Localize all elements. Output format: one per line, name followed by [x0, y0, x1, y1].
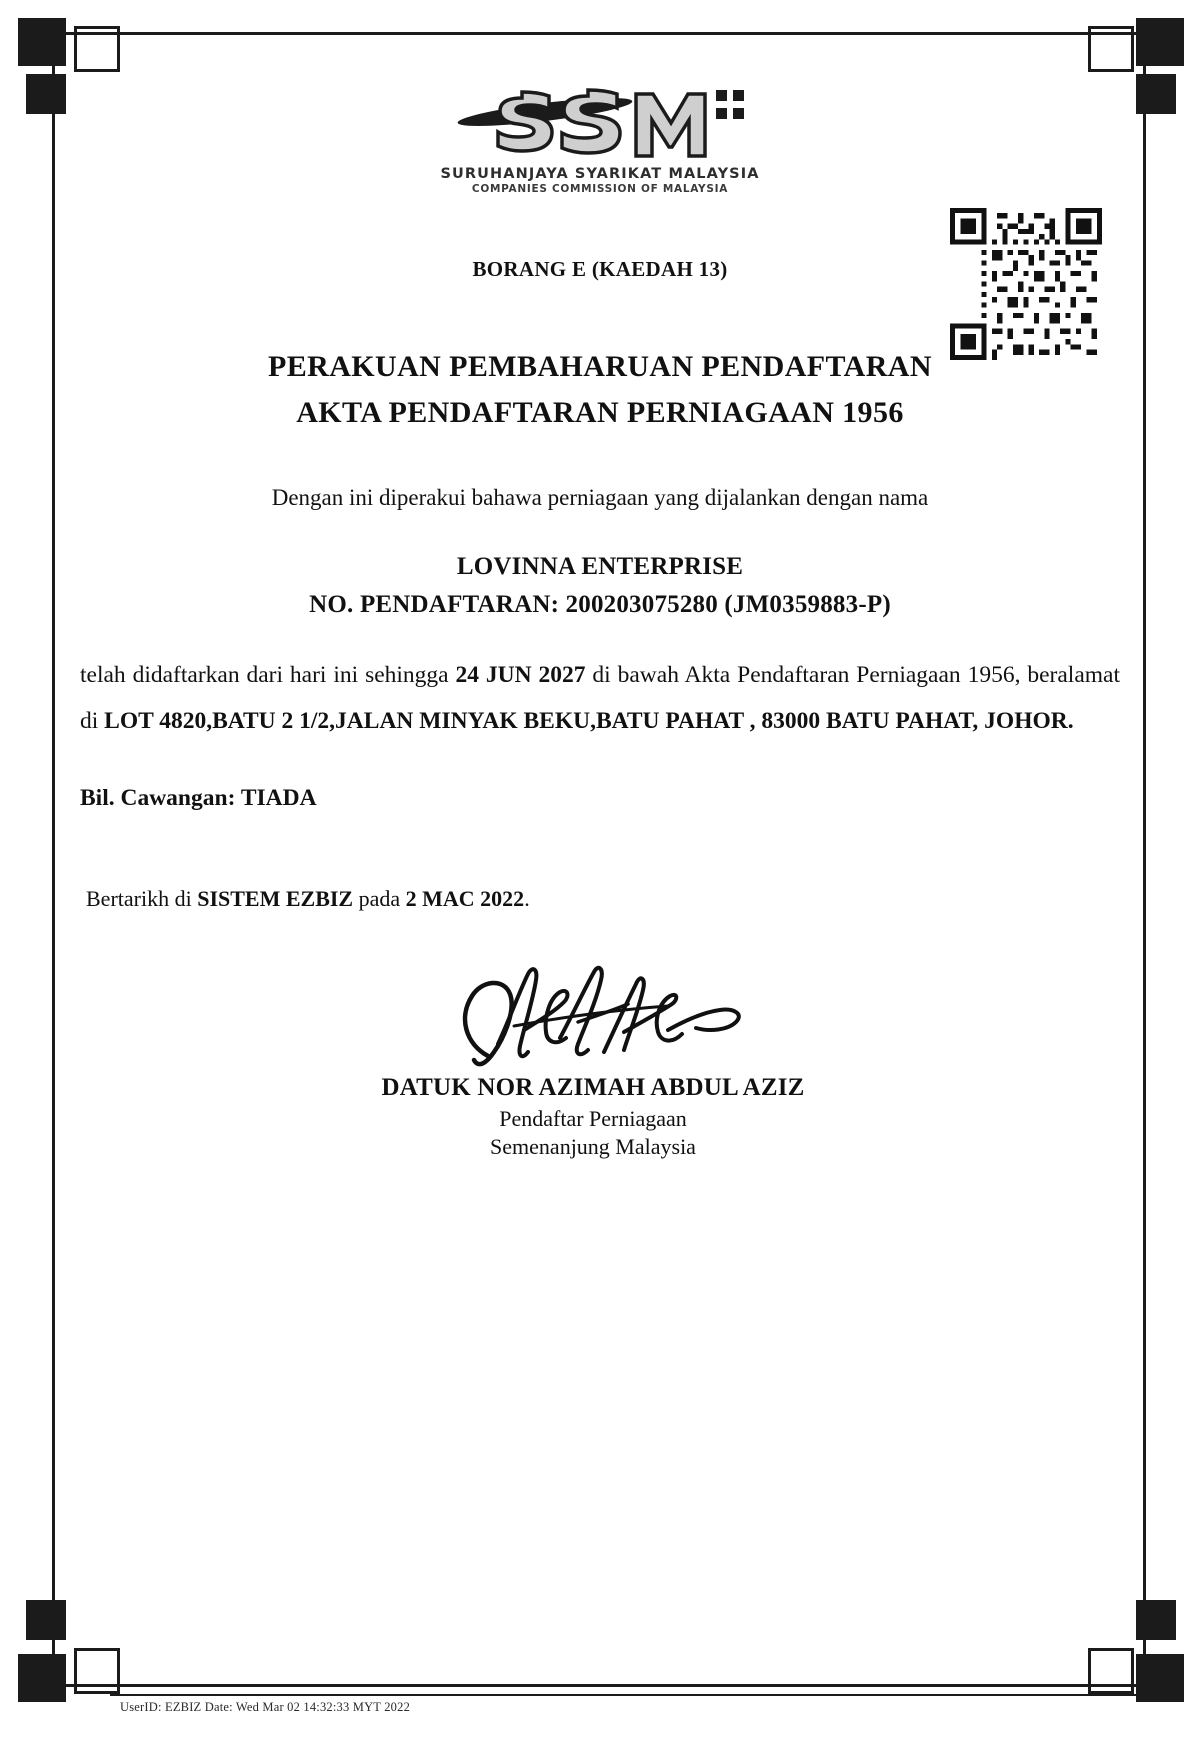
certificate-content — [80, 60, 1120, 1160]
logo-subtitle-malay: SURUHANJAYA SYARIKAT MALAYSIA — [440, 166, 760, 182]
corner-mark-top-right-solid-b — [1136, 74, 1176, 114]
business-name: LOVINNA ENTERPRISE — [456, 553, 744, 581]
branch-count-row — [80, 785, 1120, 812]
dated-suffix: . — [524, 885, 530, 911]
branch-count-label: Bil. Cawangan: — [80, 784, 236, 811]
corner-mark-bottom-left-solid — [18, 1654, 66, 1702]
dated-date: 2 MAC 2022 — [405, 885, 525, 911]
body-part-2: di bawah Akta Pendaftaran Perniagaan 1956, beralamat di — [80, 662, 1120, 734]
footer-audit-text: UserID: EZBIZ Date: Wed Mar 02 14:32:33 MYT 2022 — [120, 1700, 411, 1714]
corner-mark-bottom-right-solid-b — [1136, 1600, 1176, 1640]
body-part-1: telah didaftarkan dari hari ini sehingga — [80, 662, 456, 689]
registration-number-line: NO. PENDAFTARAN: 200203075280 (JM0359883-P) — [309, 591, 891, 619]
signatory-role: Pendaftar Perniagaan — [499, 1105, 687, 1131]
corner-mark-top-left-solid — [18, 18, 66, 66]
expiry-date: 24 JUN 2027 — [455, 662, 586, 689]
signatory-name: DATUK NOR AZIMAH ABDUL AZIZ — [381, 1073, 805, 1101]
ssm-logo-icon — [450, 68, 750, 164]
branch-count-value: TIADA — [240, 784, 317, 811]
form-code-heading: BORANG E (KAEDAH 13) — [472, 257, 728, 281]
dated-prefix: Bertarikh di — [86, 885, 198, 911]
frame-border-bottom — [56, 1684, 1146, 1687]
page-title-line-1: PERAKUAN PEMBAHARUAN PENDAFTARAN — [268, 350, 932, 383]
signatory-region: Semenanjung Malaysia — [490, 1133, 696, 1159]
ssm-logo-block — [80, 68, 1120, 195]
qr-code-icon — [950, 208, 1102, 360]
frame-border-left — [52, 36, 55, 1686]
corner-mark-top-left-solid-b — [26, 74, 66, 114]
dated-line — [80, 886, 1120, 912]
footer-divider — [110, 1694, 1145, 1696]
lead-statement: Dengan ini diperakui bahawa perniagaan yang dijalankan dengan nama — [271, 485, 929, 511]
corner-mark-bottom-left-solid-b — [26, 1600, 66, 1640]
dated-middle: pada — [353, 885, 406, 911]
frame-border-top — [56, 32, 1146, 35]
corner-mark-bottom-left-outline-a — [74, 1648, 120, 1694]
signature-block — [80, 960, 1120, 1160]
corner-mark-bottom-right-outline-a — [1088, 1648, 1134, 1694]
page-title-line-2: AKTA PENDAFTARAN PERNIAGAAN 1956 — [296, 395, 904, 429]
body-paragraph — [80, 653, 1120, 745]
frame-border-right — [1143, 36, 1146, 1686]
handwritten-signature-icon — [428, 960, 758, 1080]
dated-system: SISTEM EZBIZ — [197, 885, 354, 911]
logo-subtitle-english: COMPANIES COMMISSION OF MALAYSIA — [471, 183, 729, 195]
business-address: LOT 4820,BATU 2 1/2,JALAN MINYAK BEKU,BATU PAHAT , 83000 BATU PAHAT, JOHOR. — [104, 708, 1074, 734]
corner-mark-top-right-solid — [1136, 18, 1184, 66]
